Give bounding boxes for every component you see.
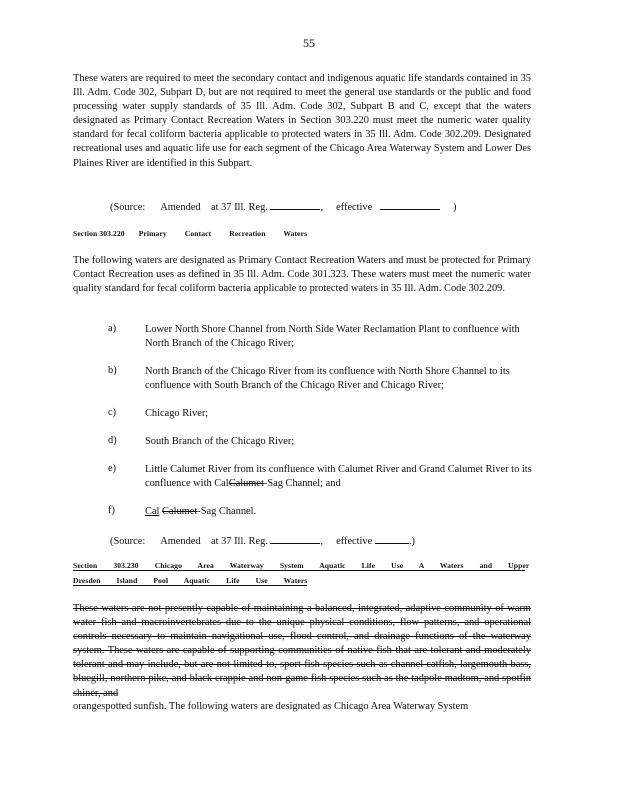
source-prefix: (Source: (110, 202, 146, 213)
register-blank-2 (270, 533, 320, 544)
item-f-struck: Calumet (162, 506, 198, 517)
source-note-2 (110, 533, 415, 547)
source-register: at 37 Ill. Reg. (211, 202, 268, 213)
section-230-last-line: orangespotted sunfish. The following waters are designated as Chicago Area Waterway System (73, 701, 469, 712)
source-comma: , (320, 202, 324, 213)
item-f-text-after: -Sag Channel. (197, 506, 257, 517)
item-c-text: Chicago River; (145, 408, 209, 419)
source2-register: at 37 Ill. Reg. (211, 536, 268, 547)
item-e-text-after: -Sag Channel; and (263, 478, 341, 489)
item-e-text (145, 463, 535, 491)
item-b-label: b) (108, 365, 117, 376)
source-close: ) (453, 202, 457, 213)
section-220-number: Section 303.220 (73, 229, 125, 238)
page-number: 55 (303, 36, 315, 50)
effective-blank-2 (375, 533, 409, 544)
register-blank (270, 199, 320, 210)
item-c-label: c) (108, 407, 117, 418)
section-230-heading-line1 (73, 561, 530, 571)
section-220-paragraph: The following waters are designated as Primary Contact Recreation Waters and must be protected for Primary Contact Recreation uses as defined in 35 Ill. Adm. Code 301.323. These waters must meet the numeric water quality standard for fecal coliform bacteria applicable to protected waters in 35 Ill. Adm. Code 302.209. (73, 255, 531, 295)
source2-prefix: (Source: (110, 536, 146, 547)
item-a-label: a) (108, 323, 117, 334)
item-f-label: f) (108, 505, 115, 516)
section-230-line2: Dresden Island Pool Aquatic Life Use Waters (73, 576, 308, 585)
item-a-text: Lower North Shore Channel from North Side Water Reclamation Plant to confluence with North Branch of the Chicago River; (145, 324, 520, 349)
effective-blank (380, 199, 440, 210)
item-e-label: e) (108, 463, 117, 474)
section-220-heading (73, 229, 307, 238)
item-d-label: d) (108, 435, 117, 446)
source2-close: .) (408, 536, 415, 547)
source2-amended: Amended (160, 536, 201, 547)
source-note-1 (110, 199, 457, 213)
item-b-text: North Branch of the Chicago River from its confluence with North Shore Channel to its confluence with South Branch of the Chicago River and Chicago River; (145, 366, 510, 391)
intro-paragraph: These waters are required to meet the secondary contact and indigenous aquatic life standards contained in 35 Ill. Adm. Code 302, Subpart D, but are not required to meet the general use standards or the public and food processing water supply standards of 35 Ill. Adm. Code 302, Subpart B and C, except that the waters designated as Primary Contact Recreation Waters in Section 303.220 must meet the numeric water quality standard for fecal coliform bacteria applicable to protected waters in 35 Ill. Adm. Code 302.209. Designated recreational uses and aquatic life use for each segment of the Chicago Area Waterway System and Lower Des Plaines River are identified in this Subpart. (73, 73, 531, 169)
section-230-heading-line2 (73, 576, 307, 586)
item-e-struck: Calumet (228, 478, 264, 489)
item-f-text (145, 505, 535, 519)
source-effective: effective (336, 202, 373, 213)
item-e-text-before: Little Calumet River from its confluence with Calumet River and Grand Calumet River to its confluence with Cal (145, 464, 532, 489)
source-amended: Amended (160, 202, 201, 213)
section-230-struck-paragraph: These waters are not presently capable of maintaining a balanced, integrated, adaptive community of warm water fish and macroinvertebrates due to the unique physical conditions, flow patterns, and operational controls necessary to maintain navigational use, flood control, and drainage functions of the waterway system. These waters are capable of supporting communities of native fish that are tolerant and moderately tolerant and may include, but are not limited to, sport fish species such as channel catfish, largemouth bass, bluegill, northern pike, and black crappie and non-game fish species such as the tadpole madtom, and spotfin shiner, and (73, 603, 531, 699)
item-f-inserted: Cal (145, 506, 160, 517)
item-d-text: South Branch of the Chicago River; (145, 436, 295, 447)
section-230-line1: Section 303.230 Chicago Area Waterway System Aquatic Life Use A Waters and Upper (73, 561, 530, 570)
section-220-title: Primary Contact Recreation Waters (138, 229, 308, 238)
source2-effective: effective (336, 536, 373, 547)
source2-comma: , (320, 536, 324, 547)
